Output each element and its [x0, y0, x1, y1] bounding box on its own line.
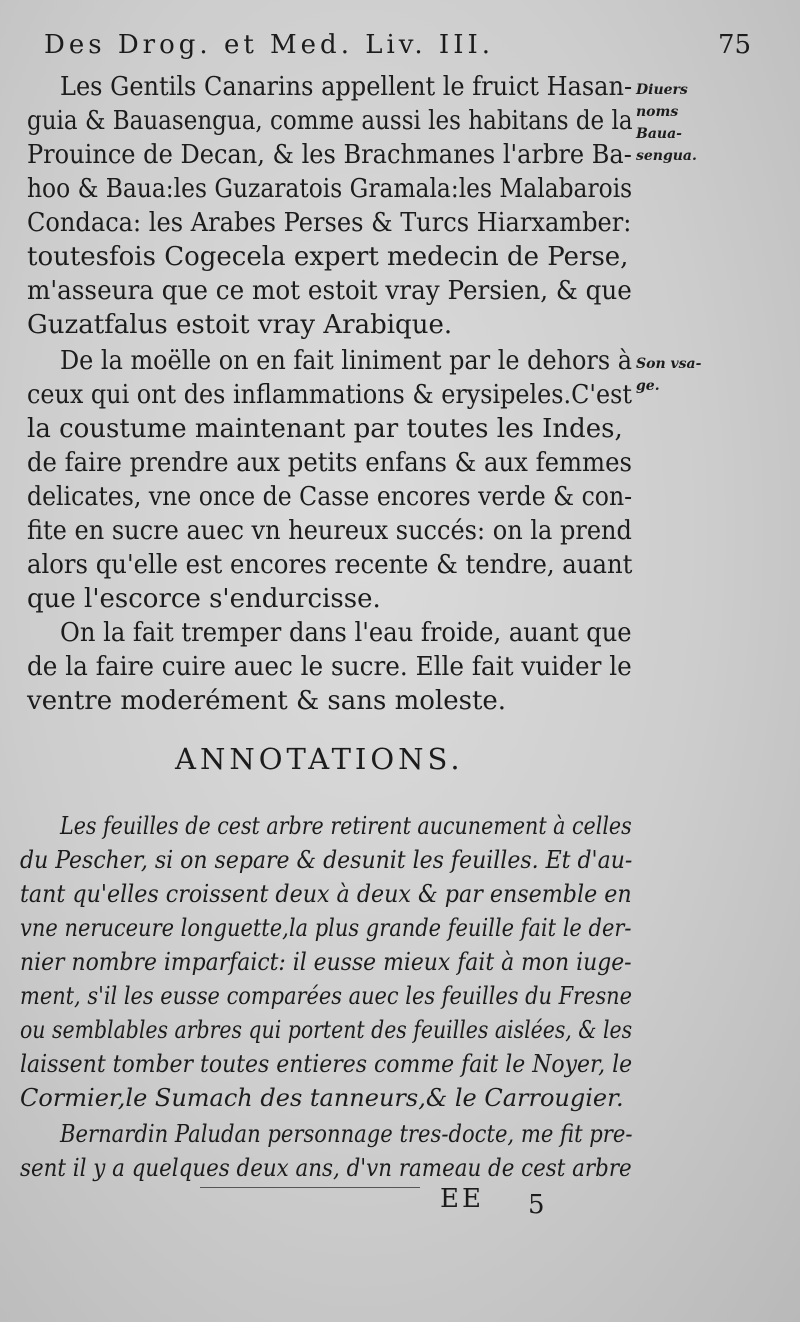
text-line: guia & Bauasengua, comme aussi les habitans de la [27, 106, 633, 136]
annotation-line: Les feuilles de cest arbre retirent aucunement à celles [60, 812, 632, 840]
margin-note: Diuers [636, 82, 688, 98]
margin-note: Son vsa- [636, 356, 702, 372]
page-number: 75 [718, 30, 752, 60]
signature-mark: EE [440, 1184, 484, 1214]
annotation-line: nier nombre imparfaict: il eusse mieux fait à mon iuge- [20, 948, 632, 976]
annotation-line: Cormier,le Sumach des tanneurs,& le Carrougier. [20, 1084, 624, 1112]
footer-rule [200, 1187, 420, 1188]
text-line: la coustume maintenant par toutes les Indes, [27, 414, 623, 444]
annotation-line: laissent tomber toutes entieres comme fait le Noyer, le [20, 1050, 633, 1078]
text-line: alors qu'elle est encores recente & tendre, auant [27, 550, 633, 580]
text-line: ceux qui ont des inflammations & erysipeles.C'est [27, 380, 632, 410]
annotations-heading: ANNOTATIONS. [175, 742, 464, 776]
margin-note: sengua. [636, 148, 697, 164]
annotation-line: ment, s'il les eusse comparées auec les feuilles du Fresne [20, 982, 633, 1010]
text-line: de la faire cuire auec le sucre. Elle fait vuider le [27, 652, 632, 682]
annotation-line: tant qu'elles croissent deux à deux & par ensemble en [20, 880, 632, 908]
text-line: m'asseura que ce mot estoit vray Persien, & que [27, 276, 632, 306]
signature-number: 5 [528, 1190, 545, 1220]
text-line: ventre moderément & sans moleste. [27, 686, 507, 716]
annotation-line: sent il y a quelques deux ans, d'vn rameau de cest arbre [20, 1154, 632, 1182]
margin-note: ge. [636, 378, 660, 394]
text-line: que l'escorce s'endurcisse. [27, 584, 381, 614]
text-line: De la moëlle on en fait liniment par le dehors à [60, 346, 632, 376]
text-line: Les Gentils Canarins appellent le fruict Hasan- [60, 72, 633, 102]
text-line: delicates, vne once de Casse encores verde & con- [27, 482, 633, 512]
text-line: fite en sucre auec vn heureux succés: on la prend [27, 516, 632, 546]
annotation-line: du Pescher, si on separe & desunit les feuilles. Et d'au- [20, 846, 633, 874]
annotation-line: ou semblables arbres qui portent des feuilles aislées, & les [20, 1016, 633, 1044]
annotation-line: Bernardin Paludan personnage tres-docte, me fit pre- [60, 1120, 633, 1148]
text-line: Prouince de Decan, & les Brachmanes l'arbre Ba- [27, 140, 632, 170]
text-line: de faire prendre aux petits enfans & aux femmes [27, 448, 632, 478]
margin-note: noms [636, 104, 679, 120]
text-line: On la fait tremper dans l'eau froide, auant que [60, 618, 632, 648]
text-line: toutesfois Cogecela expert medecin de Perse, [27, 242, 629, 272]
running-title: Des Drog. et Med. Liv. III. [44, 30, 495, 60]
margin-note: Baua- [636, 126, 682, 142]
text-line: Guzatfalus estoit vray Arabique. [27, 310, 453, 340]
text-line: hoo & Baua:les Guzaratois Gramala:les Malabarois [27, 174, 633, 204]
text-line: Condaca: les Arabes Perses & Turcs Hiarxamber: [27, 208, 632, 238]
annotation-line: vne neruceure longuette,la plus grande feuille fait le der- [20, 914, 632, 942]
